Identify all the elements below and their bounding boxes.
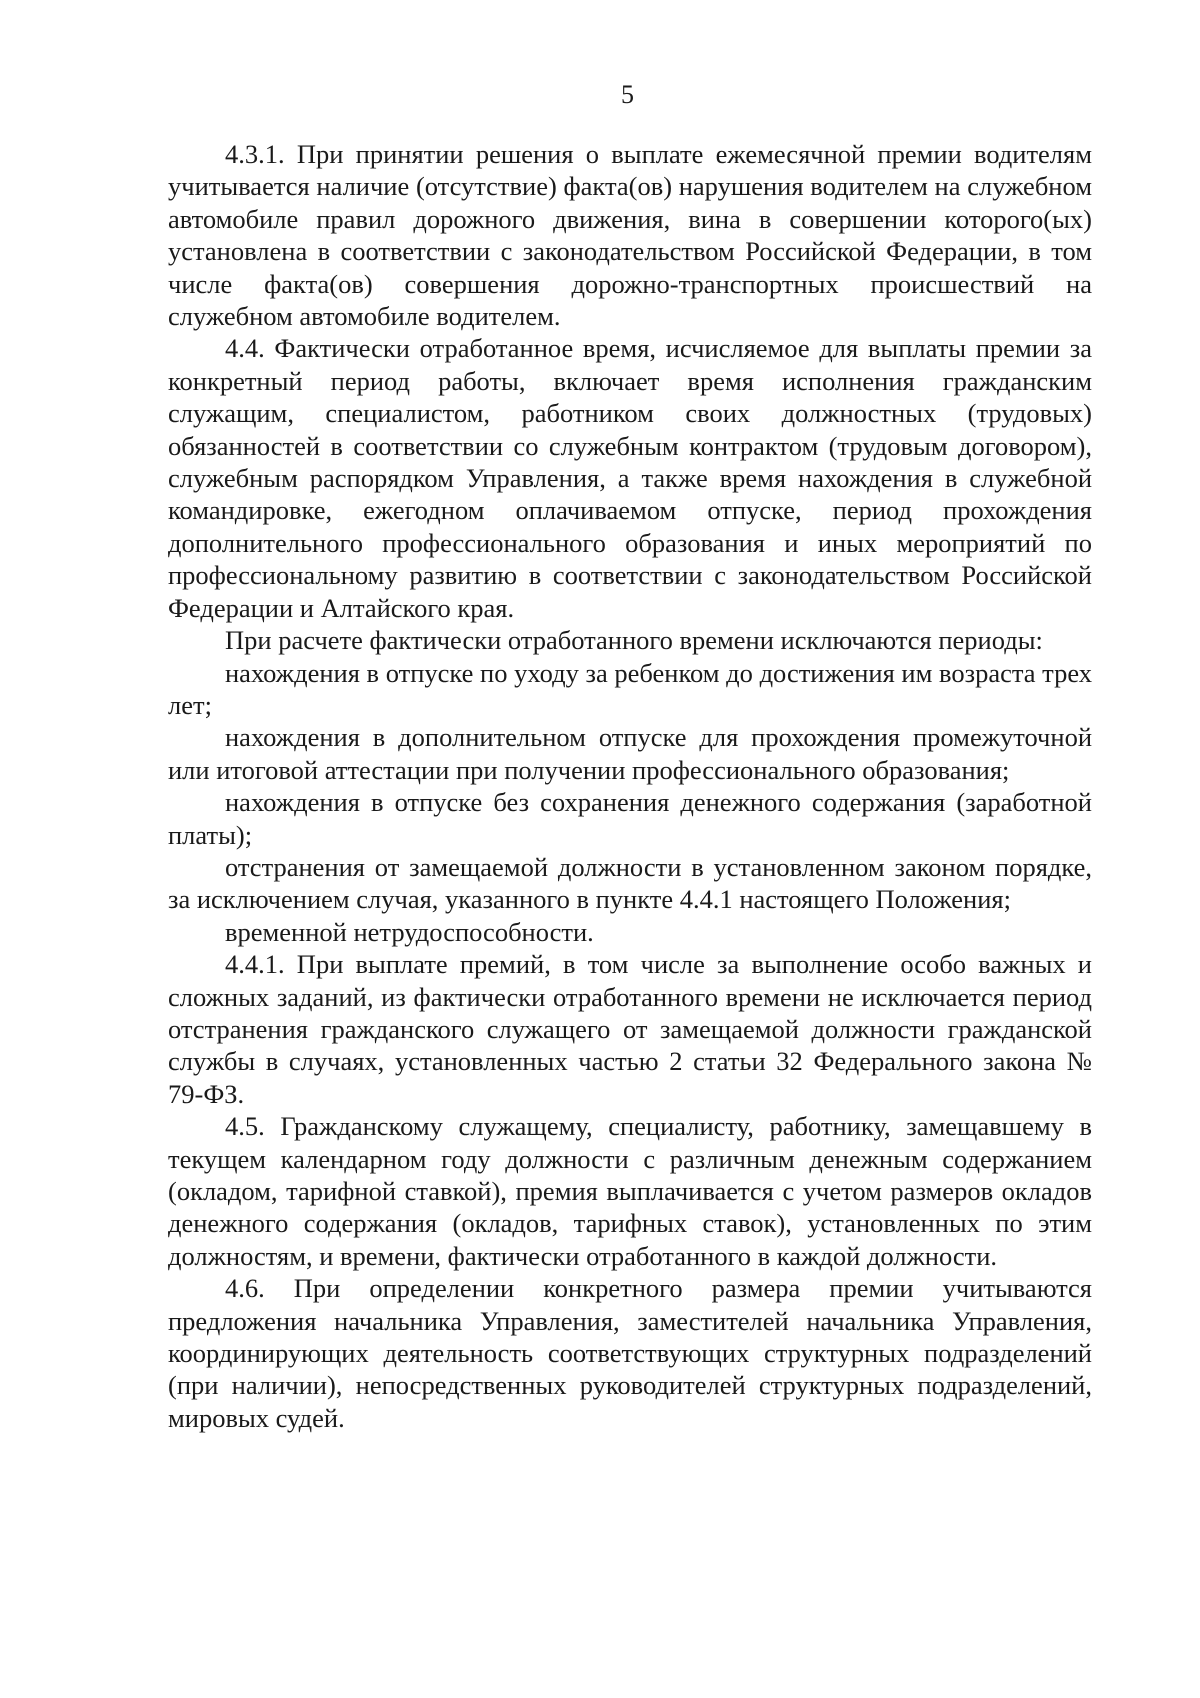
list-item-study-leave: нахождения в дополнительном отпуске для прохождения промежуточной или итоговой аттестации при получении профессионального образования; [168,722,1092,785]
list-item-unpaid-leave: нахождения в отпуске без сохранения денежного содержания (заработной платы); [168,787,1092,850]
page-number: 5 [621,80,634,109]
paragraph-4-5: 4.5. Гражданскому служащему, специалисту, работнику, замещавшему в текущем календарном году должности с различным денежным содержанием (окладом, тарифной ставкой), премия выплачивается с учетом размеров окладов денежного содержания (окладов, тарифных ставок), установленных по этим должностям, и времени, фактически отработанного в каждой должности. [168,1111,1092,1271]
paragraph-4-4-1: 4.4.1. При выплате премий, в том числе за выполнение особо важных и сложных заданий, из фактически отработанного времени не исключается период отстранения гражданского служащего от замещаемой должности гражданской службы в случаях, установленных частью 2 статьи 32 Федерального закона № 79-ФЗ. [168,949,1092,1109]
list-item-suspension: отстранения от замещаемой должности в установленном законом порядке, за исключением случая, указанного в пункте 4.4.1 настоящего Положения; [168,851,1092,915]
paragraph-4-6: 4.6. При определении конкретного размера премии учитываются предложения начальника Управления, заместителей начальника Управления, координирующих деятельность соответствующих структурных подразделений (при наличии), непосредственных руководителей структурных подразделений, мировых судей. [168,1273,1092,1433]
paragraph-4-4: 4.4. Фактически отработанное время, исчисляемое для выплаты премии за конкретный период работы, включает время исполнения гражданским служащим, специалистом, работником своих должностных (трудовых) обязанностей в соответствии со служебным контрактом (трудовым договором), служебным распорядком Управления, а также время нахождения в служебной командировке, ежегодном оплачиваемом отпуске, период прохождения дополнительного профессионального образования и иных мероприятий по профессиональному развитию в соответствии с законодательством Российской Федерации и Алтайского края. [168,333,1092,623]
document-body [168,138,1092,1434]
list-item-sick-leave: временной нетрудоспособности. [225,916,594,947]
paragraph-excluded-periods-intro: При расчете фактически отработанного времени исключаются периоды: [225,625,1043,656]
list-item-childcare-leave: нахождения в отпуске по уходу за ребенком до достижения им возраста трех лет; [168,657,1092,720]
paragraph-4-3-1: 4.3.1. При принятии решения о выплате ежемесячной премии водителям учитывается наличие (отсутствие) факта(ов) нарушения водителем на служебном автомобиле правил дорожного движения, вина в совершении которого(ых) установлена в соответствии с законодательством Российской Федерации, в том числе факта(ов) совершения дорожно-транспортных происшествий на служебном автомобиле водителем. [168,139,1092,332]
